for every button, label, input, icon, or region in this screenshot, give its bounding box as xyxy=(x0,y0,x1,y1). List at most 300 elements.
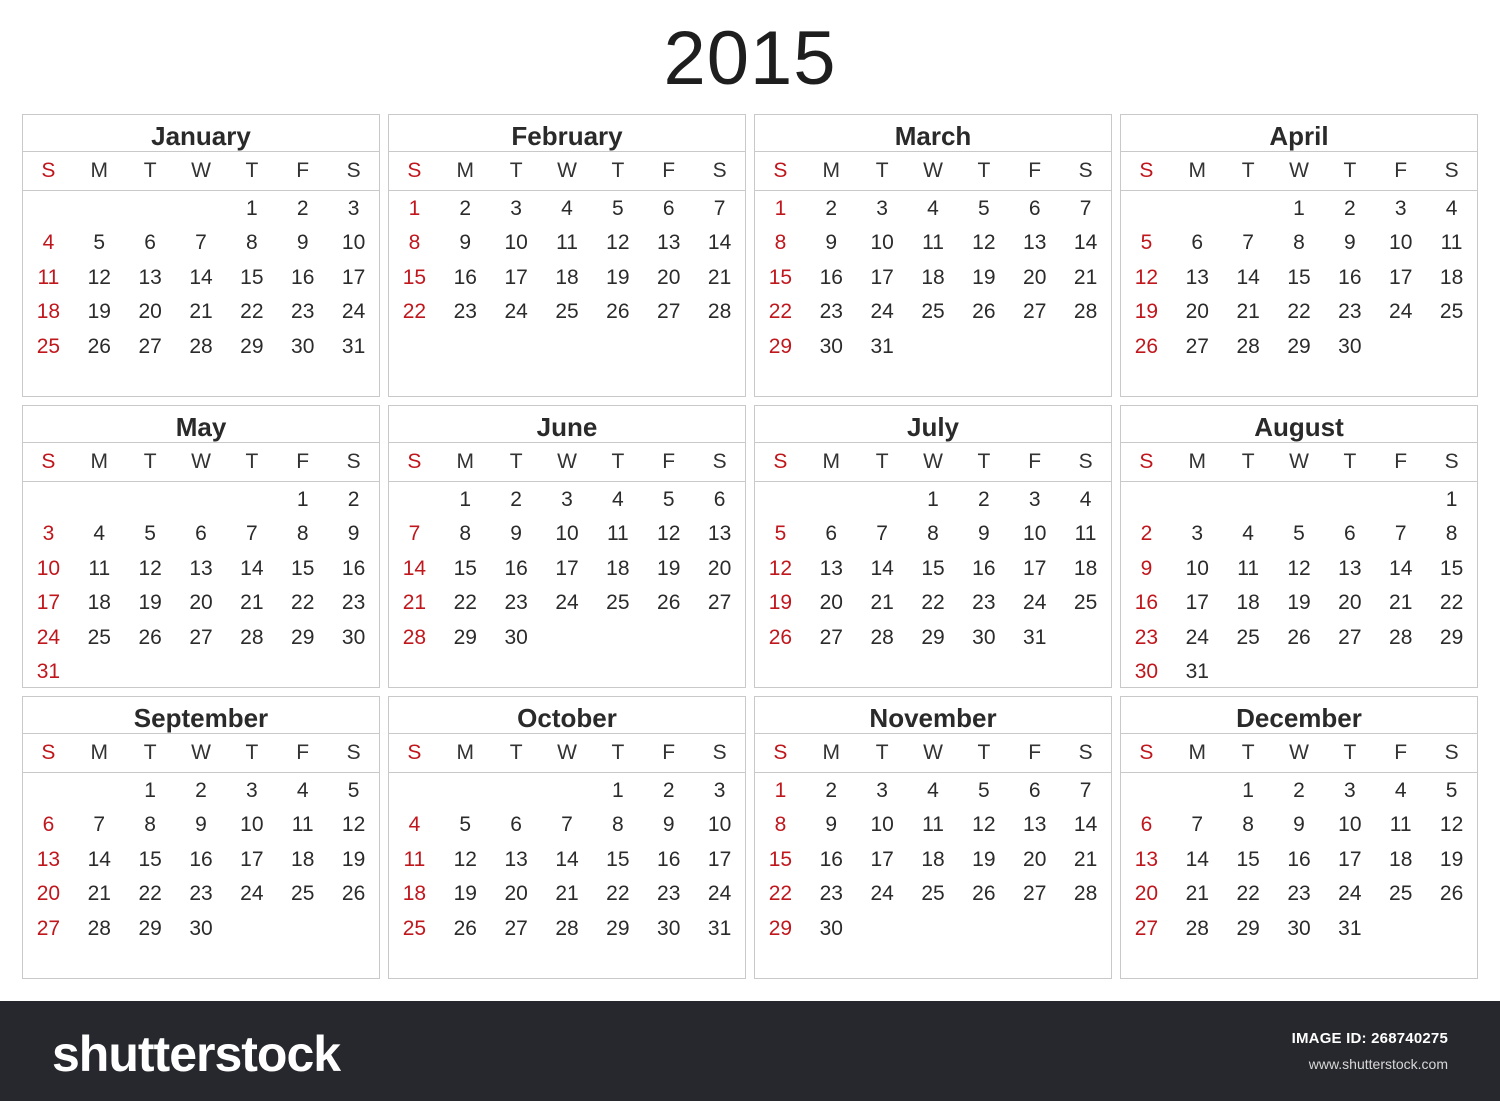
image-id-label: IMAGE ID: xyxy=(1291,1030,1367,1047)
weekday-label: S xyxy=(41,741,56,764)
day-cell: 21 xyxy=(1185,882,1209,906)
day-cell: 17 xyxy=(341,265,366,289)
day-cell: 13 xyxy=(36,847,61,871)
day-cell: 25 xyxy=(555,300,579,324)
day-cell: 28 xyxy=(189,334,213,358)
month-september xyxy=(22,696,380,979)
day-cell: 17 xyxy=(870,265,894,289)
day-cell: 30 xyxy=(1287,916,1311,940)
day-cell: 14 xyxy=(402,556,427,580)
day-cell: 8 xyxy=(612,813,624,837)
day-cell: 19 xyxy=(1287,591,1311,615)
day-cell: 1 xyxy=(144,779,156,802)
day-cell: 4 xyxy=(561,197,573,220)
day-cell: 1 xyxy=(459,488,472,511)
day-cell: 28 xyxy=(1073,300,1098,324)
day-cell: 25 xyxy=(291,882,315,906)
day-cell: 15 xyxy=(1439,556,1464,580)
day-cell: 29 xyxy=(1236,916,1260,940)
weekday-label: W xyxy=(923,741,943,764)
month-november xyxy=(754,696,1112,979)
day-cell: 2 xyxy=(459,197,472,220)
empty-cell xyxy=(125,192,176,226)
day-cell: 19 xyxy=(138,591,162,615)
day-cell: 16 xyxy=(819,265,843,289)
day-cell: 28 xyxy=(870,625,894,649)
weekday-label: F xyxy=(1028,159,1042,182)
day-cell: 8 xyxy=(1293,231,1305,255)
weekday-label: T xyxy=(245,741,259,764)
day-cell: 28 xyxy=(1185,916,1209,940)
day-cell: 5 xyxy=(978,197,990,220)
day-cell: 15 xyxy=(240,265,264,289)
day-cell: 9 xyxy=(662,813,675,837)
day-cell: 23 xyxy=(453,300,477,324)
site-url: www.shutterstock.com xyxy=(1308,1056,1448,1072)
day-cell: 23 xyxy=(1287,882,1311,906)
day-cell: 24 xyxy=(870,882,894,906)
day-cell: 28 xyxy=(87,916,111,940)
weekday-label: M xyxy=(1188,741,1207,764)
empty-cell xyxy=(1121,774,1172,808)
day-cell: 4 xyxy=(927,779,939,802)
month-name: November xyxy=(755,697,1111,734)
day-cell: 2 xyxy=(825,197,838,220)
day-cell: 25 xyxy=(606,591,630,615)
weekday-label: S xyxy=(712,159,727,182)
day-cell: 27 xyxy=(138,334,162,358)
day-cell: 29 xyxy=(921,625,945,649)
day-cell: 8 xyxy=(774,813,787,837)
day-cell: 27 xyxy=(1023,300,1047,324)
day-cell: 30 xyxy=(291,334,315,358)
day-cell: 11 xyxy=(922,813,944,837)
day-cell: 18 xyxy=(36,300,61,324)
day-cell: 10 xyxy=(870,231,894,255)
weekday-label: W xyxy=(557,159,577,182)
weekday-label: W xyxy=(557,741,577,764)
day-cell: 13 xyxy=(138,265,162,289)
weekday-label: S xyxy=(346,450,361,473)
day-cell: 15 xyxy=(402,265,427,289)
day-grid xyxy=(389,482,745,655)
day-cell: 9 xyxy=(1140,556,1153,580)
weekday-label: W xyxy=(557,450,577,473)
weekday-label: S xyxy=(1139,159,1154,182)
day-cell: 4 xyxy=(612,488,624,511)
day-cell: 8 xyxy=(408,231,421,255)
day-cell: 5 xyxy=(978,779,990,802)
day-cell: 24 xyxy=(1185,625,1209,649)
day-cell: 21 xyxy=(189,300,213,324)
day-cell: 1 xyxy=(774,779,787,802)
day-cell: 2 xyxy=(195,779,207,802)
day-cell: 29 xyxy=(1439,625,1464,649)
day-cell: 3 xyxy=(246,779,258,802)
day-cell: 12 xyxy=(972,813,996,837)
weekday-label: S xyxy=(712,741,727,764)
brand-logo: shutterstock xyxy=(52,1026,341,1082)
weekday-label: M xyxy=(1188,450,1207,473)
day-cell: 25 xyxy=(87,625,111,649)
day-cell: 3 xyxy=(1028,488,1041,511)
day-cell: 4 xyxy=(1242,522,1254,546)
weekday-label: W xyxy=(1289,159,1309,182)
day-cell: 7 xyxy=(408,522,421,546)
day-cell: 1 xyxy=(1242,779,1254,802)
day-cell: 4 xyxy=(42,231,55,255)
day-cell: 9 xyxy=(1293,813,1305,837)
weekday-label: W xyxy=(191,450,211,473)
day-cell: 14 xyxy=(870,556,894,580)
weekday-label: T xyxy=(977,450,991,473)
day-cell: 19 xyxy=(341,847,366,871)
weekday-header xyxy=(23,152,379,191)
empty-cell xyxy=(176,192,227,226)
empty-cell xyxy=(74,483,125,517)
day-cell: 7 xyxy=(1242,231,1254,255)
weekday-label: M xyxy=(90,450,109,473)
weekday-label: T xyxy=(1343,450,1357,473)
month-name: May xyxy=(23,406,379,443)
weekday-label: F xyxy=(662,159,676,182)
day-cell: 2 xyxy=(1344,197,1356,220)
empty-cell xyxy=(1172,192,1223,226)
day-cell: 25 xyxy=(921,300,945,324)
empty-cell xyxy=(1172,483,1223,517)
weekday-label: W xyxy=(923,450,943,473)
empty-cell xyxy=(1172,774,1223,808)
day-cell: 15 xyxy=(138,847,162,871)
day-cell: 3 xyxy=(1191,522,1204,546)
day-cell: 23 xyxy=(1134,625,1159,649)
day-cell: 11 xyxy=(1074,522,1097,546)
day-cell: 31 xyxy=(36,659,61,683)
day-cell: 30 xyxy=(1134,659,1159,683)
day-cell: 1 xyxy=(927,488,939,511)
day-cell: 16 xyxy=(972,556,996,580)
day-cell: 17 xyxy=(504,265,528,289)
day-cell: 31 xyxy=(1338,916,1362,940)
day-grid xyxy=(755,482,1111,655)
day-cell: 8 xyxy=(459,522,472,546)
day-cell: 27 xyxy=(1134,916,1159,940)
day-cell: 19 xyxy=(972,265,996,289)
day-cell: 8 xyxy=(927,522,939,546)
weekday-header xyxy=(23,443,379,482)
weekday-label: M xyxy=(1188,159,1207,182)
month-january xyxy=(22,114,380,397)
day-cell: 29 xyxy=(291,625,315,649)
day-cell: 8 xyxy=(144,813,156,837)
day-cell: 6 xyxy=(1344,522,1356,546)
day-cell: 18 xyxy=(402,882,427,906)
day-cell: 30 xyxy=(1338,334,1362,358)
day-cell: 21 xyxy=(555,882,579,906)
weekday-label: T xyxy=(245,450,259,473)
month-december xyxy=(1120,696,1478,979)
day-cell: 16 xyxy=(189,847,213,871)
day-cell: 20 xyxy=(36,882,61,906)
weekday-label: T xyxy=(611,450,625,473)
day-cell: 30 xyxy=(819,916,843,940)
weekday-label: T xyxy=(143,741,157,764)
day-cell: 7 xyxy=(195,231,207,255)
month-name: August xyxy=(1121,406,1477,443)
empty-cell xyxy=(1274,483,1325,517)
day-cell: 25 xyxy=(1439,300,1464,324)
empty-cell xyxy=(176,483,227,517)
day-cell: 17 xyxy=(1185,591,1209,615)
day-cell: 15 xyxy=(768,265,793,289)
day-cell: 24 xyxy=(870,300,894,324)
day-cell: 25 xyxy=(1236,625,1260,649)
weekday-label: M xyxy=(822,450,841,473)
day-cell: 3 xyxy=(510,197,522,220)
day-cell: 3 xyxy=(1344,779,1356,802)
empty-cell xyxy=(755,483,806,517)
day-grid xyxy=(1121,191,1477,364)
day-cell: 31 xyxy=(1185,659,1209,683)
day-cell: 22 xyxy=(138,882,162,906)
day-cell: 13 xyxy=(189,556,213,580)
day-cell: 11 xyxy=(1389,813,1412,837)
day-cell: 20 xyxy=(504,882,528,906)
empty-cell xyxy=(1223,192,1274,226)
day-cell: 15 xyxy=(768,847,793,871)
day-cell: 17 xyxy=(707,847,732,871)
day-cell: 28 xyxy=(240,625,264,649)
day-cell: 31 xyxy=(870,334,894,358)
day-cell: 3 xyxy=(876,779,888,802)
day-cell: 17 xyxy=(870,847,894,871)
day-cell: 1 xyxy=(612,779,624,802)
day-cell: 23 xyxy=(1338,300,1362,324)
day-grid xyxy=(1121,482,1477,689)
day-cell: 17 xyxy=(1023,556,1047,580)
day-cell: 12 xyxy=(657,522,681,546)
day-cell: 22 xyxy=(768,300,793,324)
month-name: February xyxy=(389,115,745,152)
day-cell: 28 xyxy=(1389,625,1413,649)
day-cell: 22 xyxy=(291,591,315,615)
day-cell: 8 xyxy=(774,231,787,255)
day-cell: 26 xyxy=(606,300,630,324)
day-cell: 26 xyxy=(1287,625,1311,649)
day-cell: 16 xyxy=(291,265,315,289)
day-cell: 27 xyxy=(1338,625,1362,649)
day-cell: 22 xyxy=(240,300,264,324)
day-cell: 1 xyxy=(1445,488,1458,511)
day-cell: 12 xyxy=(453,847,477,871)
day-cell: 5 xyxy=(347,779,360,802)
day-cell: 23 xyxy=(657,882,681,906)
weekday-header xyxy=(389,734,745,773)
day-cell: 16 xyxy=(453,265,477,289)
day-cell: 6 xyxy=(195,522,207,546)
day-cell: 5 xyxy=(1140,231,1153,255)
month-name: January xyxy=(23,115,379,152)
day-grid xyxy=(23,191,379,364)
day-cell: 14 xyxy=(87,847,111,871)
day-cell: 21 xyxy=(707,265,732,289)
weekday-label: F xyxy=(662,741,676,764)
day-cell: 10 xyxy=(1185,556,1209,580)
day-cell: 5 xyxy=(774,522,787,546)
weekday-label: F xyxy=(296,159,310,182)
day-cell: 30 xyxy=(504,625,528,649)
weekday-label: S xyxy=(346,159,361,182)
day-cell: 6 xyxy=(510,813,522,837)
day-cell: 17 xyxy=(240,847,264,871)
weekday-label: S xyxy=(1078,159,1093,182)
day-cell: 27 xyxy=(657,300,681,324)
weekday-label: S xyxy=(1139,450,1154,473)
day-cell: 24 xyxy=(707,882,732,906)
weekday-label: S xyxy=(773,741,788,764)
day-cell: 24 xyxy=(1389,300,1413,324)
day-cell: 26 xyxy=(138,625,162,649)
day-cell: 18 xyxy=(291,847,315,871)
day-cell: 3 xyxy=(1394,197,1407,220)
empty-cell xyxy=(125,483,176,517)
day-cell: 14 xyxy=(189,265,213,289)
day-cell: 6 xyxy=(662,197,675,220)
weekday-label: W xyxy=(1289,741,1309,764)
day-cell: 12 xyxy=(87,265,111,289)
day-cell: 2 xyxy=(1293,779,1305,802)
day-cell: 18 xyxy=(555,265,579,289)
day-cell: 24 xyxy=(504,300,528,324)
empty-cell xyxy=(857,483,908,517)
day-cell: 25 xyxy=(1073,591,1098,615)
empty-cell xyxy=(226,483,277,517)
weekday-header xyxy=(1121,734,1477,773)
weekday-label: T xyxy=(1241,741,1255,764)
day-cell: 8 xyxy=(296,522,309,546)
empty-cell xyxy=(389,483,440,517)
day-cell: 28 xyxy=(402,625,427,649)
day-cell: 19 xyxy=(1134,300,1159,324)
day-cell: 7 xyxy=(1079,779,1092,802)
day-cell: 2 xyxy=(347,488,360,511)
day-cell: 6 xyxy=(825,522,838,546)
months-grid xyxy=(22,114,1478,979)
weekday-label: S xyxy=(346,741,361,764)
weekday-label: F xyxy=(1394,450,1408,473)
day-cell: 1 xyxy=(774,197,787,220)
day-cell: 29 xyxy=(768,334,793,358)
day-cell: 14 xyxy=(1073,231,1098,255)
month-june xyxy=(388,405,746,688)
day-cell: 15 xyxy=(921,556,945,580)
weekday-label: F xyxy=(296,450,310,473)
weekday-label: T xyxy=(1241,159,1255,182)
day-cell: 11 xyxy=(1440,231,1463,255)
day-cell: 9 xyxy=(825,813,838,837)
day-cell: 17 xyxy=(555,556,579,580)
day-cell: 20 xyxy=(1134,882,1159,906)
weekday-label: T xyxy=(509,741,523,764)
day-cell: 13 xyxy=(1134,847,1159,871)
weekday-label: S xyxy=(1139,741,1154,764)
day-cell: 23 xyxy=(819,882,843,906)
day-cell: 2 xyxy=(296,197,309,220)
weekday-label: S xyxy=(773,159,788,182)
day-cell: 18 xyxy=(921,265,945,289)
day-cell: 15 xyxy=(1287,265,1311,289)
day-grid xyxy=(1121,773,1477,946)
weekday-label: W xyxy=(191,159,211,182)
day-cell: 11 xyxy=(922,231,944,255)
weekday-label: S xyxy=(1078,450,1093,473)
day-cell: 3 xyxy=(347,197,360,220)
month-october xyxy=(388,696,746,979)
day-cell: 30 xyxy=(341,625,366,649)
day-cell: 24 xyxy=(1023,591,1047,615)
day-cell: 23 xyxy=(972,591,996,615)
day-cell: 7 xyxy=(1394,522,1407,546)
month-july xyxy=(754,405,1112,688)
day-cell: 19 xyxy=(1439,847,1464,871)
day-cell: 27 xyxy=(1023,882,1047,906)
weekday-label: S xyxy=(1444,741,1459,764)
day-cell: 19 xyxy=(87,300,111,324)
day-cell: 10 xyxy=(555,522,579,546)
day-cell: 18 xyxy=(1439,265,1464,289)
day-grid xyxy=(23,482,379,689)
month-march xyxy=(754,114,1112,397)
day-cell: 1 xyxy=(408,197,421,220)
weekday-label: W xyxy=(923,159,943,182)
day-cell: 18 xyxy=(1389,847,1413,871)
day-cell: 22 xyxy=(1287,300,1311,324)
weekday-label: M xyxy=(90,741,109,764)
day-cell: 6 xyxy=(144,231,156,255)
day-cell: 12 xyxy=(1439,813,1464,837)
day-cell: 18 xyxy=(606,556,630,580)
day-cell: 12 xyxy=(1134,265,1159,289)
day-cell: 16 xyxy=(1134,591,1159,615)
empty-cell xyxy=(1223,483,1274,517)
weekday-label: T xyxy=(875,450,889,473)
weekday-label: W xyxy=(191,741,211,764)
weekday-label: T xyxy=(143,159,157,182)
day-cell: 10 xyxy=(870,813,894,837)
weekday-label: S xyxy=(407,450,422,473)
weekday-label: T xyxy=(245,159,259,182)
day-cell: 10 xyxy=(240,813,264,837)
day-cell: 4 xyxy=(296,779,309,802)
day-cell: 26 xyxy=(341,882,366,906)
day-cell: 19 xyxy=(453,882,477,906)
day-cell: 23 xyxy=(341,591,366,615)
day-cell: 9 xyxy=(1344,231,1356,255)
day-cell: 10 xyxy=(341,231,366,255)
day-cell: 16 xyxy=(819,847,843,871)
weekday-label: M xyxy=(90,159,109,182)
day-cell: 26 xyxy=(1134,334,1159,358)
weekday-header xyxy=(755,152,1111,191)
weekday-label: F xyxy=(1028,741,1042,764)
empty-cell xyxy=(1121,483,1172,517)
month-name: July xyxy=(755,406,1111,443)
day-cell: 5 xyxy=(1445,779,1458,802)
day-cell: 21 xyxy=(240,591,264,615)
day-cell: 19 xyxy=(606,265,630,289)
weekday-label: S xyxy=(712,450,727,473)
month-name: December xyxy=(1121,697,1477,734)
